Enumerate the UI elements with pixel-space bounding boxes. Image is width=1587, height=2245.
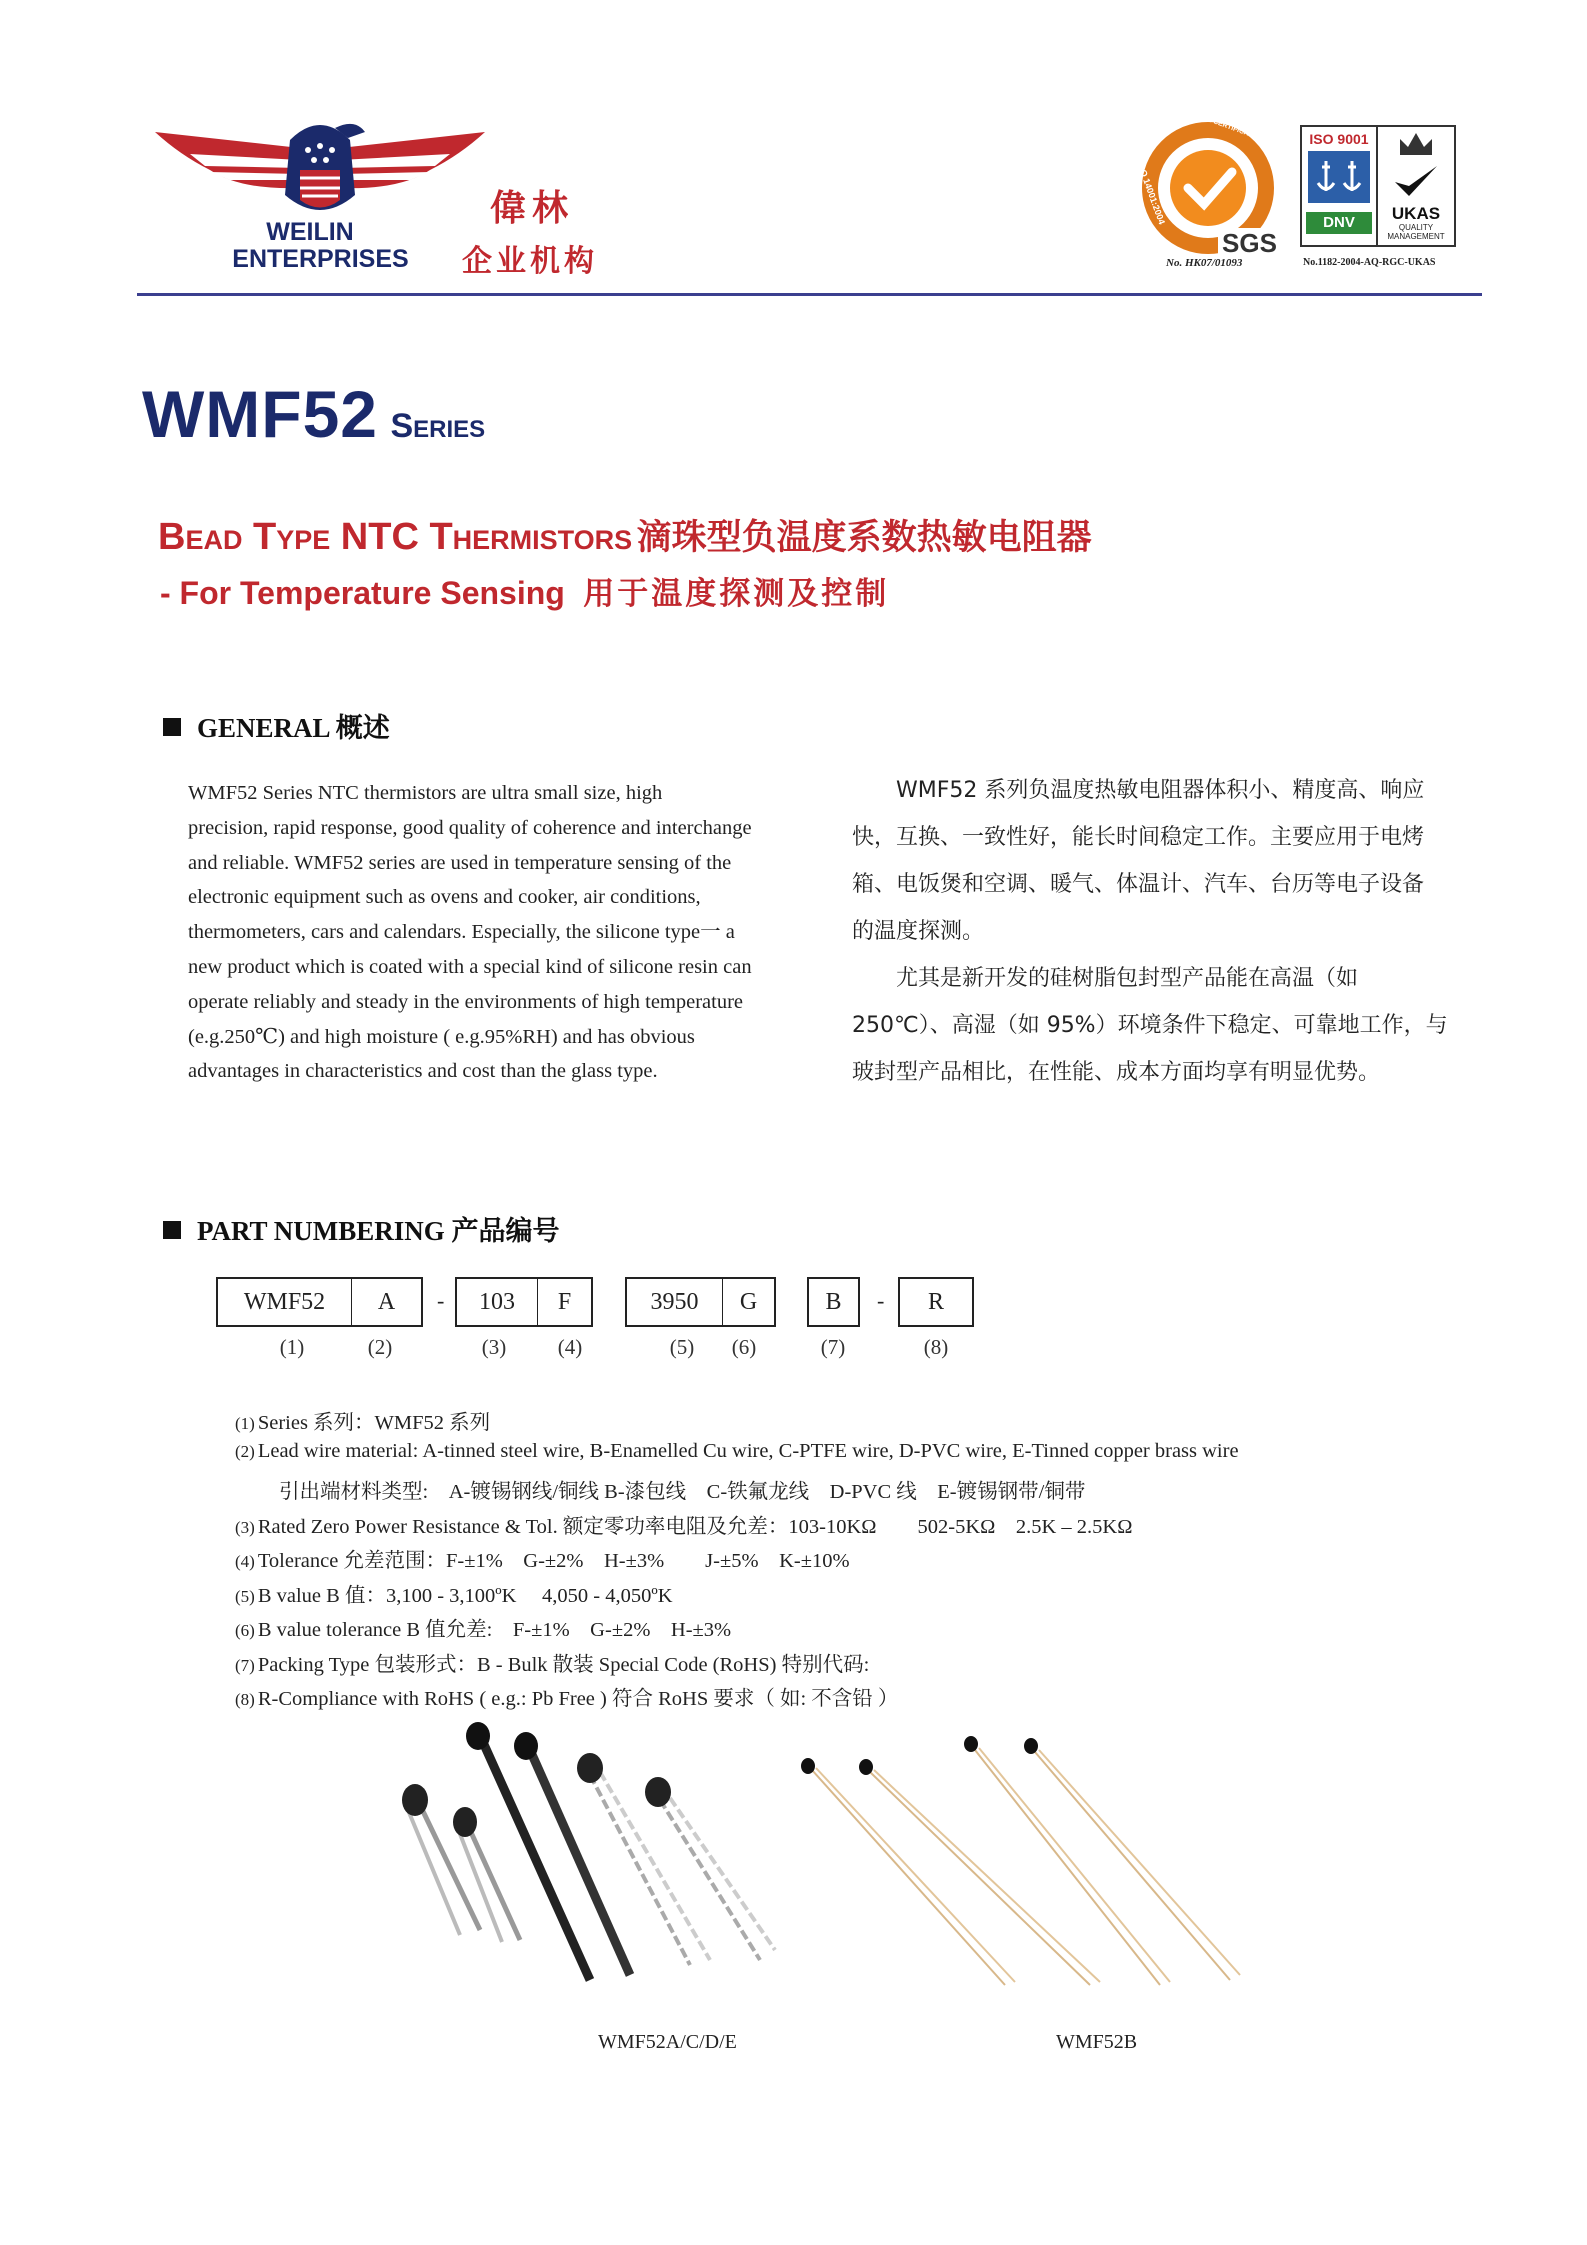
product-photo-wmf52acde bbox=[390, 1720, 790, 1990]
subtitle bbox=[158, 510, 1092, 560]
note-number: (4) bbox=[235, 1552, 255, 1571]
note-number: (6) bbox=[235, 1621, 255, 1640]
general-en-line: electronic equipment such as ovens and cooker, air conditions, bbox=[188, 886, 701, 909]
general-en-line: WMF52 Series NTC thermistors are ultra small size, high bbox=[188, 782, 663, 804]
subtitle-cn: 滴珠型负温度系数热敏电阻器 bbox=[636, 518, 1092, 558]
sgs-certification-badge bbox=[1135, 107, 1280, 270]
header-rule bbox=[137, 293, 1482, 296]
note-number: (1) bbox=[235, 1414, 255, 1433]
note-text: Lead wire material: A-tinned steel wire, B-Enamelled Cu wire, C-PTFE wire, D-PVC wire, E-Tinned copper brass wire bbox=[257, 1440, 1239, 1462]
part-index: (2) bbox=[367, 1335, 393, 1359]
general-heading-text: GENERAL 概述 bbox=[197, 713, 390, 743]
general-en-line: new product which is coated with a special kind of silicone resin can bbox=[188, 955, 752, 978]
part-code-lead: A bbox=[351, 1279, 421, 1325]
general-cn-line: 玻封型产品相比，在性能、成本方面均享有明显优势。 bbox=[852, 1060, 1381, 1085]
company-name-en-line1: WEILIN bbox=[266, 218, 354, 246]
general-heading bbox=[163, 706, 390, 745]
dnv-label: DNV bbox=[1306, 212, 1372, 234]
part-note bbox=[235, 1543, 850, 1573]
note-number: (5) bbox=[235, 1587, 255, 1606]
ukas-number: No.1182-2004-AQ-RGC-UKAS bbox=[1303, 257, 1436, 268]
sgs-ring-text: SYSTEM CERTIFICATION bbox=[1183, 107, 1265, 144]
part-code-resistance: 103 bbox=[479, 1288, 515, 1315]
part-code-b-value: 3950 bbox=[650, 1288, 699, 1315]
note-text: B value B 值：3,100 - 3,100ºK 4,050 - 4,050ºK bbox=[257, 1585, 673, 1607]
note-text: Series 系列：WMF52 系列 bbox=[257, 1412, 491, 1434]
thermistor-white-lead-2 bbox=[645, 1777, 775, 1960]
series-label: Series bbox=[390, 407, 486, 445]
general-cn-line: 的温度探测。 bbox=[852, 919, 985, 944]
part-code-box-2 bbox=[455, 1277, 593, 1327]
thermistor-enamel-2 bbox=[859, 1759, 1100, 1985]
part-index: (1) bbox=[279, 1335, 305, 1359]
ukas-sub2: MANAGEMENT bbox=[1387, 232, 1445, 241]
iso-label: ISO 9001 bbox=[1309, 131, 1369, 147]
part-code-tolerance: F bbox=[537, 1279, 591, 1325]
sgs-number: No. HK07/01093 bbox=[1166, 257, 1243, 269]
part-code-box-4 bbox=[807, 1277, 860, 1327]
note-text: Packing Type 包装形式：B - Bulk 散装 Special Code (RoHS) 特别代码: bbox=[257, 1654, 870, 1676]
anchor-icon bbox=[1302, 147, 1376, 207]
general-en-line: advantages in characteristics and cost than the glass type. bbox=[188, 1060, 658, 1083]
general-en-line: (e.g.250℃) and high moisture ( e.g.95%RH) and has obvious bbox=[188, 1025, 695, 1048]
caption-wmf52b: WMF52B bbox=[1056, 2031, 1138, 2053]
part-note bbox=[235, 1405, 490, 1435]
general-cn-line: 箱、电饭煲和空调、暖气、体温计、汽车、台历等电子设备 bbox=[852, 872, 1425, 897]
note-number: (3) bbox=[235, 1518, 255, 1537]
ukas-sub1: QUALITY bbox=[1398, 223, 1434, 232]
tagline-cn: 用于温度探测及控制 bbox=[583, 576, 890, 612]
part-numbering-heading-text: PART NUMBERING 产品编号 bbox=[197, 1216, 560, 1246]
eagle-logo-icon bbox=[150, 110, 490, 230]
general-en-line: and reliable. WMF52 series are used in temperature sensing of the bbox=[188, 851, 732, 874]
note-number: (2) bbox=[235, 1442, 255, 1461]
general-text-en bbox=[188, 776, 782, 1089]
general-en-line: thermometers, cars and calendars. Especially, the silicone type一 a bbox=[188, 921, 735, 944]
thermistor-white-lead-1 bbox=[577, 1753, 710, 1965]
part-numbering-heading bbox=[163, 1209, 560, 1248]
part-note bbox=[235, 1612, 731, 1642]
part-code-box-3 bbox=[625, 1277, 776, 1327]
note-text: B value tolerance B 值允差: F-±1% G-±2% H-±3% bbox=[257, 1619, 732, 1641]
note-text: Tolerance 允差范围：F-±1% G-±2% H-±3% J-±5% K-±10% bbox=[257, 1550, 850, 1572]
company-name-cn-line1: 偉林 bbox=[490, 188, 575, 229]
general-en-line: precision, rapid response, good quality of coherence and interchange bbox=[188, 816, 752, 839]
ukas-badge bbox=[1378, 125, 1456, 247]
general-text-cn bbox=[852, 767, 1452, 1096]
iso-dnv-badge bbox=[1300, 125, 1378, 247]
separator-dash: - bbox=[437, 1288, 445, 1313]
separator-dash: - bbox=[877, 1288, 885, 1313]
part-index: (5) bbox=[669, 1335, 695, 1359]
part-code-rohs: R bbox=[927, 1288, 944, 1315]
square-bullet-icon bbox=[163, 718, 181, 736]
part-code-box-5 bbox=[898, 1277, 974, 1327]
part-note bbox=[235, 1440, 1239, 1463]
thermistor-enamel-4 bbox=[1024, 1738, 1240, 1980]
model-name: WMF52 bbox=[142, 377, 378, 451]
tagline-en: - For Temperature Sensing bbox=[160, 575, 565, 611]
thermistor-enamel-3 bbox=[964, 1736, 1170, 1985]
part-note bbox=[235, 1474, 1085, 1504]
ukas-label: UKAS bbox=[1391, 204, 1441, 223]
thermistor-small-2 bbox=[453, 1807, 520, 1942]
part-code-b-tolerance: G bbox=[722, 1279, 774, 1325]
model-title bbox=[142, 376, 485, 452]
crown-icon bbox=[1396, 129, 1436, 159]
caption-wmf52acde: WMF52A/C/D/E bbox=[598, 2031, 737, 2053]
general-cn-line: WMF52 系列负温度热敏电阻器体积小、精度高、响应 bbox=[852, 778, 1425, 803]
note-number: (8) bbox=[235, 1690, 255, 1709]
company-name-en-line2: ENTERPRISES bbox=[232, 245, 409, 273]
note-text: R-Compliance with RoHS ( e.g.: Pb Free ) 符合 RoHS 要求（ 如: 不含铅 ） bbox=[257, 1688, 899, 1710]
part-index: (6) bbox=[731, 1335, 757, 1359]
part-index: (3) bbox=[481, 1335, 507, 1359]
part-code-box-1 bbox=[216, 1277, 423, 1327]
part-note bbox=[235, 1647, 869, 1677]
part-index: (7) bbox=[820, 1335, 846, 1359]
note-number: (7) bbox=[235, 1656, 255, 1675]
subtitle-en: Bead Type NTC Thermistors bbox=[158, 516, 633, 558]
checkmark-icon bbox=[1391, 164, 1441, 200]
general-en-line: operate reliably and steady in the environments of high temperature bbox=[188, 990, 744, 1013]
part-index: (8) bbox=[923, 1335, 949, 1359]
sgs-brand-text: SGS bbox=[1222, 228, 1277, 258]
part-note bbox=[235, 1681, 898, 1711]
part-code-series: WMF52 bbox=[243, 1288, 326, 1315]
general-cn-line: 尤其是新开发的硅树脂包封型产品能在高温（如 bbox=[852, 966, 1359, 991]
tagline bbox=[160, 568, 889, 613]
company-logo bbox=[150, 110, 490, 280]
general-cn-line: 快，互换、一致性好，能长时间稳定工作。主要应用于电烤 bbox=[852, 825, 1425, 850]
note-text: 引出端材料类型: A-镀锡钢线/铜线 B-漆包线 C-铁氟龙线 D-PVC 线 E-镀锡钢带/铜带 bbox=[238, 1481, 1086, 1503]
part-code-packing: B bbox=[825, 1288, 842, 1315]
note-text: Rated Zero Power Resistance & Tol. 额定零功率电阻及允差：103-10KΩ 502-5KΩ 2.5K – 2.5KΩ bbox=[257, 1516, 1133, 1538]
square-bullet-icon bbox=[163, 1221, 181, 1239]
part-note bbox=[235, 1509, 1132, 1539]
company-name-cn-line2: 企业机构 bbox=[462, 244, 598, 279]
product-photo-wmf52b bbox=[790, 1720, 1250, 1990]
sgs-iso-text: ISO 14001:2004 bbox=[1135, 160, 1168, 226]
part-index: (4) bbox=[557, 1335, 583, 1359]
general-cn-line: 250℃）、高湿（如 95%）环境条件下稳定、可靠地工作，与 bbox=[852, 1013, 1448, 1038]
part-note bbox=[235, 1578, 673, 1608]
